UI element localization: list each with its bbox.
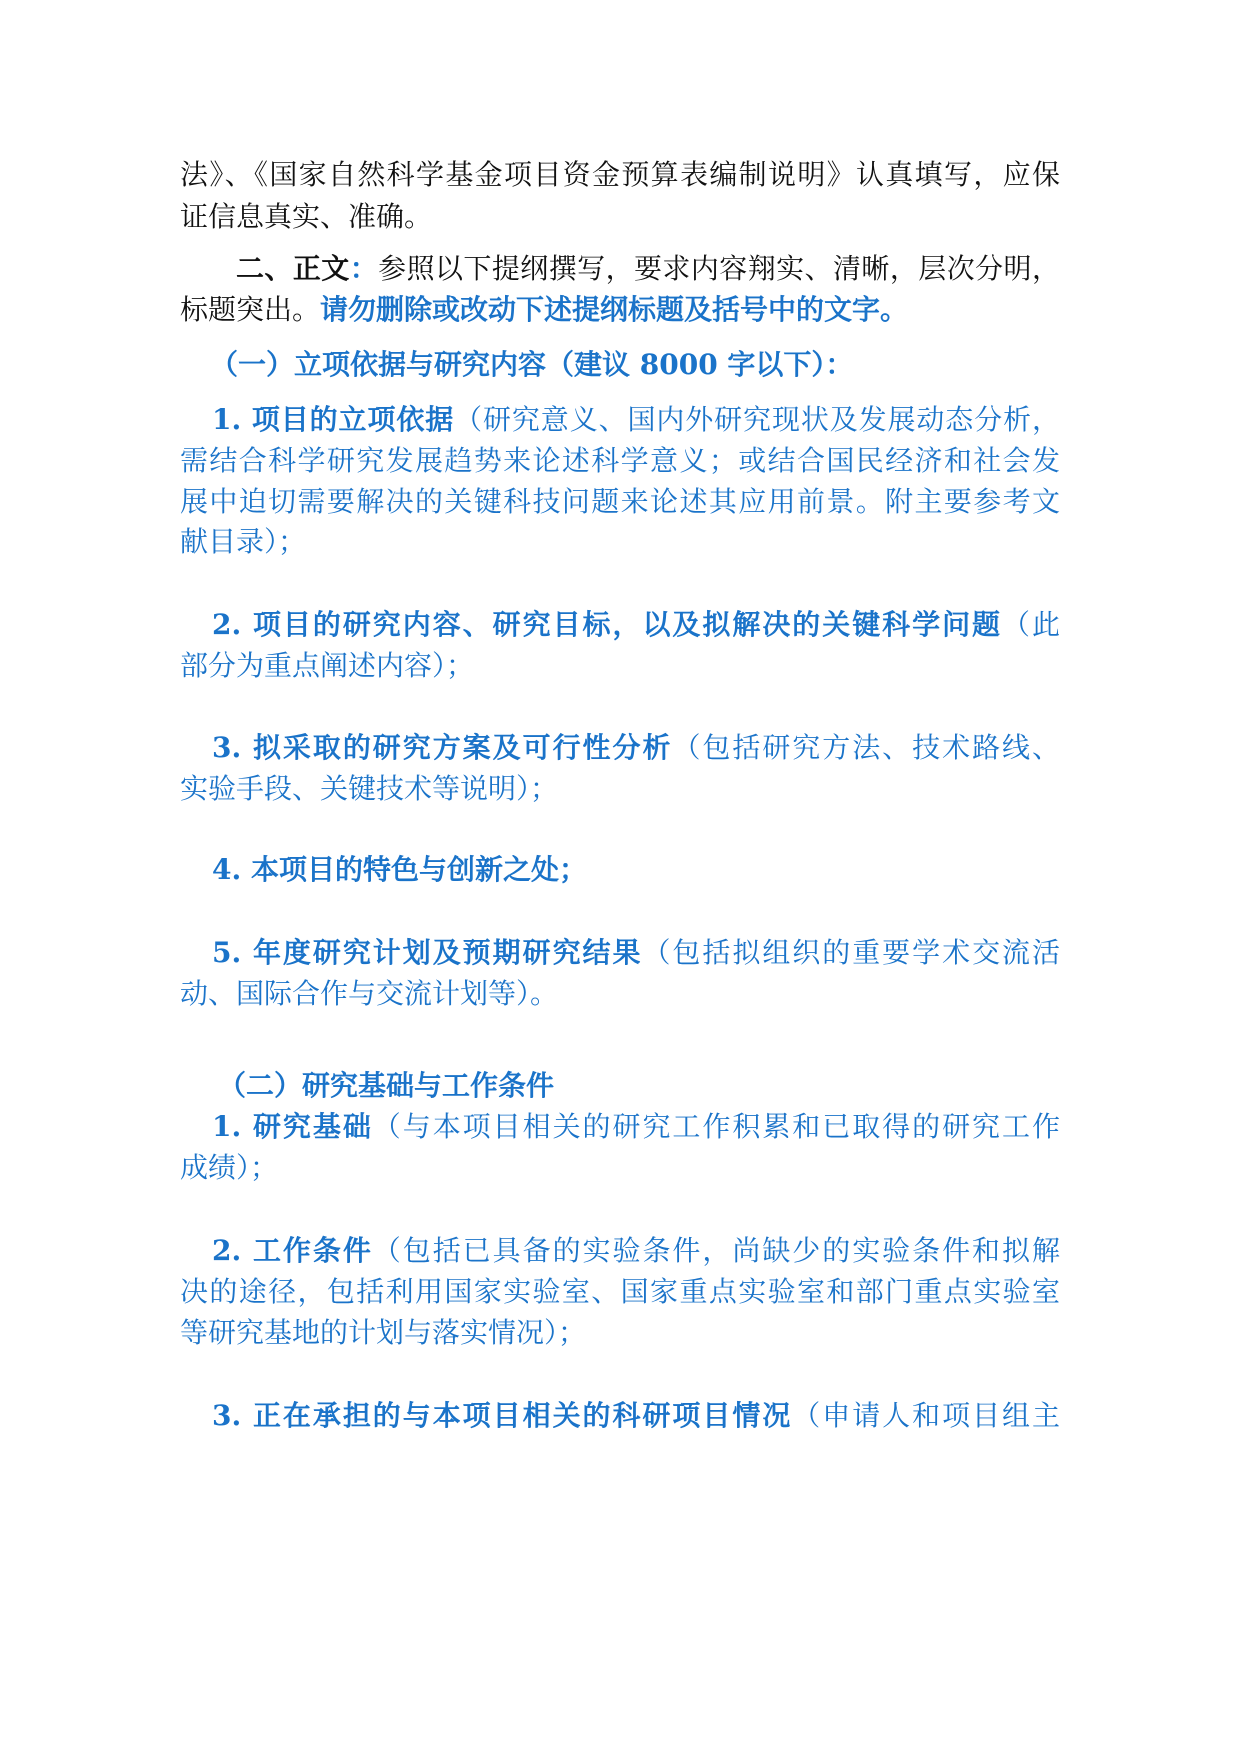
intro-line-1: 法》、《国家自然科学基金项目资金预算表编制说明》认真填写，应保 [180, 158, 1060, 191]
part-1-item-2-title: 2. 项目的研究内容、研究目标，以及拟解决的关键科学问题 [212, 608, 1003, 641]
part-1-item-5-line-2: 动、国际合作与交流计划等）。 [180, 977, 559, 1010]
part-1-item-3-title: 3. 拟采取的研究方案及可行性分析 [212, 731, 673, 764]
section-2-line-1 [236, 252, 1060, 286]
section-2-line-2 [180, 293, 1060, 327]
section-2-text: 参照以下提纲撰写，要求内容翔实、清晰，层次分明， [378, 252, 1060, 285]
part-2-item-1-line-1 [212, 1110, 1060, 1144]
part-1-item-2-desc: （此 [1002, 608, 1060, 641]
part-2-item-3-line-1 [212, 1399, 1060, 1433]
part-2-item-1-desc: （与本项目相关的研究工作积累和已取得的研究工作 [372, 1110, 1060, 1143]
part-2-item-2-line-3: 等研究基地的计划与落实情况）； [180, 1316, 587, 1349]
part-1-item-3-line-2: 实验手段、关键技术等说明）； [180, 772, 559, 805]
part-1-item-2-line-2: 部分为重点阐述内容）； [180, 649, 475, 682]
section-2-label: 二、正文 [236, 252, 350, 285]
part-2-item-2-line-2: 决的途径，包括利用国家实验室、国家重点实验室和部门重点实验室 [180, 1275, 1060, 1308]
part-1-item-1-line-4: 献目录）； [180, 525, 307, 558]
part-2-item-3-title: 3. 正在承担的与本项目相关的科研项目情况 [212, 1399, 793, 1432]
section-2-colon: ： [349, 252, 379, 285]
intro-line-2: 证信息真实、准确。 [180, 200, 433, 233]
part-1-item-1-line-1 [212, 403, 1060, 437]
part-1-item-1-line-2: 需结合科学研究发展趋势来论述科学意义；或结合国民经济和社会发 [180, 444, 1060, 477]
part-2-item-3-desc: （申请人和项目组主 [792, 1399, 1060, 1432]
part-2-item-1-title: 1. 研究基础 [212, 1110, 373, 1143]
part-1-item-5-desc: （包括拟组织的重要学术交流活 [642, 936, 1060, 969]
part-2-item-1-line-2: 成绩）； [180, 1151, 279, 1184]
part-2-item-2-line-1 [212, 1234, 1060, 1268]
section-2-warning: 请勿删除或改动下述提纲标题及括号中的文字。 [320, 293, 909, 326]
part-1-item-2-line-1 [212, 608, 1060, 642]
part-1-item-4-title: 4. 本项目的特色与创新之处； [212, 853, 587, 886]
part-1-item-3-desc: （包括研究方法、技术路线、 [672, 731, 1060, 764]
part-1-item-3-line-1 [212, 731, 1060, 765]
section-2-text-cont: 标题突出。 [180, 293, 321, 326]
part-1-item-5-title: 5. 年度研究计划及预期研究结果 [212, 936, 643, 969]
part-1-item-5-line-1 [212, 936, 1060, 970]
part-2-item-2-desc: （包括已具备的实验条件，尚缺少的实验条件和拟解 [372, 1234, 1060, 1267]
part-1-item-1-title: 1. 项目的立项依据 [212, 403, 455, 436]
part-1-item-1-line-3: 展中迫切需要解决的关键科技问题来论述其应用前景。附主要参考文 [180, 485, 1060, 518]
part-2-heading: （二）研究基础与工作条件 [218, 1069, 555, 1102]
part-1-heading: （一）立项依据与研究内容（建议 8000 字以下）： [210, 348, 854, 381]
part-2-item-2-title: 2. 工作条件 [212, 1234, 373, 1267]
part-1-item-1-desc: （研究意义、国内外研究现状及发展动态分析， [454, 403, 1060, 436]
